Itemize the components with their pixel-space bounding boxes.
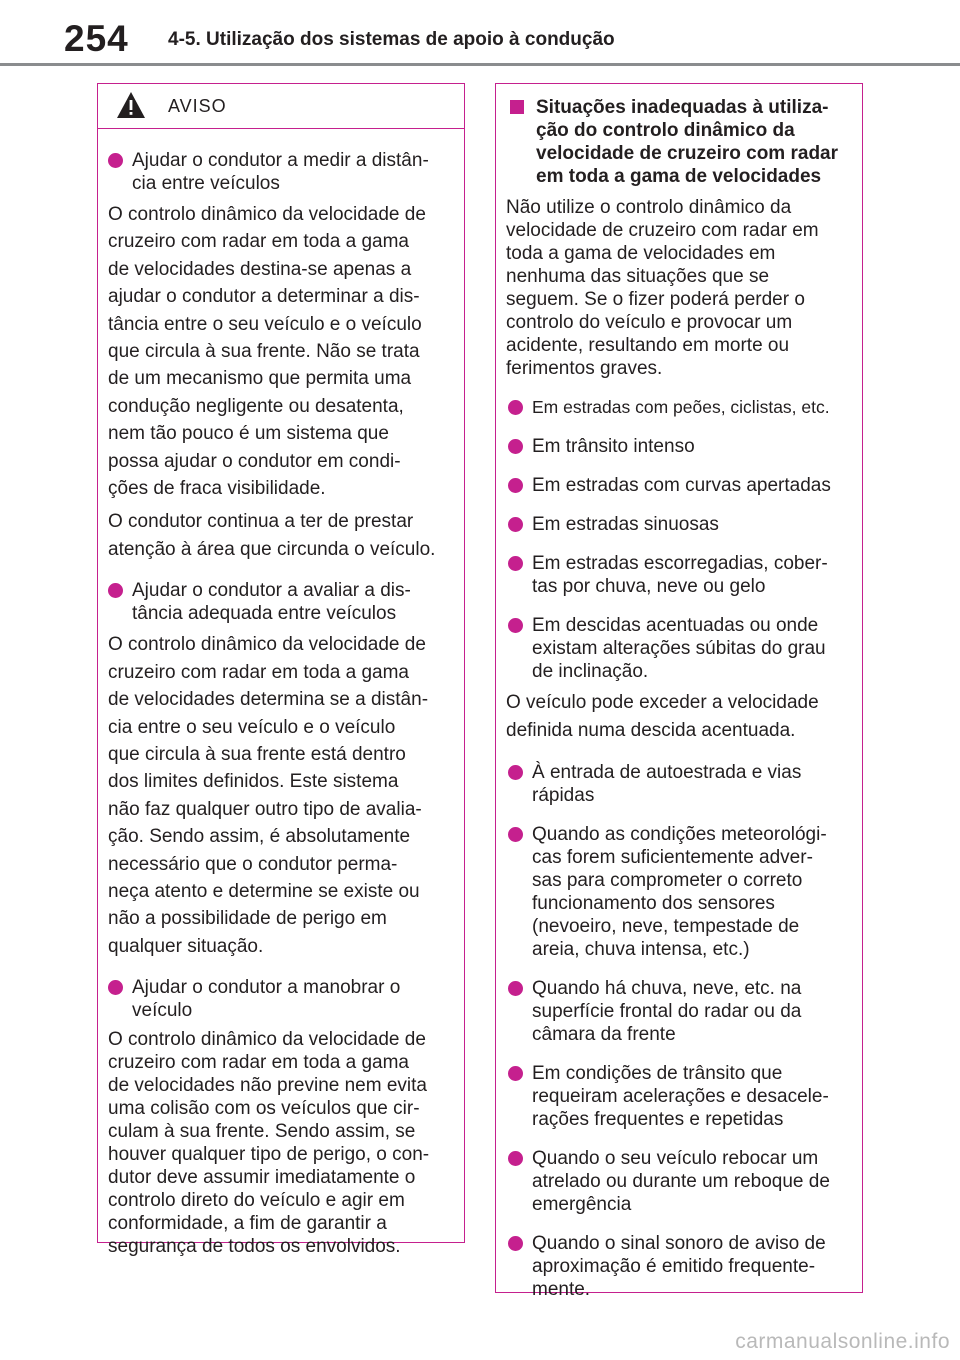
- warning-bullet-text: Ajudar o condutor a manobrar o veículo: [132, 977, 401, 1022]
- situation-item: [506, 552, 848, 598]
- situation-item-text: Quando o sinal sonoro de aviso de aproximação é emitido frequente- mente.: [532, 1233, 826, 1300]
- bullet-dot-icon: [508, 556, 523, 571]
- situation-item: [506, 435, 848, 458]
- warning-box-header: [98, 84, 464, 129]
- bullet-dot-icon: [508, 478, 523, 493]
- warning-paragraph: O condutor continua a ter de prestar atenção à área que circunda o veículo.: [108, 511, 436, 560]
- bullet-dot-icon: [108, 980, 123, 995]
- warning-paragraph: O controlo dinâmico da velocidade de cruzeiro com radar em toda a gama de velocidades não previne nem evita uma colisão com os veículos que cir- culam à sua frente. Sendo assim, se houver qualquer tipo de perigo, o con- dutor deve assumir imediatamente o controlo direto do veículo e agir em conformidade, a fim de garantir a segurança de todos os envolvidos.: [108, 1029, 430, 1258]
- warning-bullet: [108, 579, 450, 625]
- situation-item-text: Em estradas escorregadias, cober- tas por chuva, neve ou gelo: [532, 553, 828, 597]
- watermark: carmanualsonline.info: [735, 1330, 950, 1353]
- bullet-dot-icon: [508, 981, 523, 996]
- situations-note: O veículo pode exceder a velocidade definida numa descida acentuada.: [506, 692, 819, 741]
- situation-item: [506, 977, 848, 1046]
- situations-box: [495, 83, 863, 1300]
- bullet-dot-icon: [108, 583, 123, 598]
- bullet-dot-icon: [508, 765, 523, 780]
- warning-paragraph: O controlo dinâmico da velocidade de cruzeiro com radar em toda a gama de velocidades destina-se apenas a ajudar o condutor a determinar a dis- tância entre o seu veículo e o veículo que circula à sua frente. Não se trata de um mecanismo que permita uma condução negligente ou desatenta, nem tão pouco é um sistema que possa ajudar o condutor em condi- ções de fraca visibilidade.: [108, 204, 426, 500]
- situation-item: [506, 823, 848, 961]
- situation-item: [506, 396, 848, 419]
- situation-item: [506, 1062, 848, 1131]
- bullet-dot-icon: [508, 827, 523, 842]
- situation-item: [506, 513, 848, 536]
- bullet-dot-icon: [508, 1236, 523, 1251]
- warning-bullet: [108, 976, 450, 1022]
- section-square-icon: [510, 100, 524, 114]
- warning-box-content: [98, 129, 464, 1258]
- warning-paragraph: O controlo dinâmico da velocidade de cruzeiro com radar em toda a gama de velocidades determina se a distân- cia entre o seu veículo e o veículo que circula à sua frente está dentro dos limites definidos. Este sistema não faz qualquer outro tipo de avalia- ção. Sendo assim, é absolutamente necessário que o condutor perma- neça atento e determine se existe ou não a possibilidade de perigo em qualquer situação.: [108, 634, 429, 957]
- situation-item: [506, 761, 848, 807]
- situation-item-text: Quando o seu veículo rebocar um atrelado ou durante um reboque de emergência: [532, 1148, 830, 1215]
- page-number: 254: [64, 18, 129, 59]
- situation-item: [506, 614, 848, 683]
- bullet-dot-icon: [508, 618, 523, 633]
- bullet-dot-icon: [508, 1066, 523, 1081]
- warning-bullet-text: Ajudar o condutor a medir a distân- cia entre veículos: [132, 150, 429, 194]
- situation-item-text: Em trânsito intenso: [532, 436, 695, 457]
- situations-intro: Não utilize o controlo dinâmico da velocidade de cruzeiro com radar em toda a gama de velocidades em nenhuma das situações que se seguem. Se o fizer poderá perder o controlo do veículo e provocar um acidente, resultando em morte ou ferimentos graves.: [506, 197, 819, 379]
- situation-item-text: Quando as condições meteorológi- cas forem suficientemente adver- sas para comprometer o correto funcionamento dos sensores (nevoeiro, neve, tempestade de areia, chuva intensa, etc.): [532, 824, 827, 960]
- situation-item-text: Em estradas com curvas apertadas: [532, 475, 831, 496]
- situation-item: [506, 1147, 848, 1216]
- warning-box: [97, 83, 465, 1258]
- situation-item: [506, 474, 848, 497]
- situation-item: [506, 1232, 848, 1301]
- bullet-dot-icon: [508, 1151, 523, 1166]
- bullet-dot-icon: [508, 439, 523, 454]
- situations-heading-text: Situações inadequadas à utiliza- ção do controlo dinâmico da velocidade de cruzeiro com radar em toda a gama de velocidades: [536, 97, 839, 187]
- situation-item-text: À entrada de autoestrada e vias rápidas: [532, 762, 802, 806]
- situation-item-text: Em estradas sinuosas: [532, 514, 719, 535]
- bullet-dot-icon: [508, 517, 523, 532]
- situation-item-text: Em condições de trânsito que requeiram acelerações e desacele- rações frequentes e repetidas: [532, 1063, 829, 1130]
- warning-triangle-icon: [116, 90, 146, 120]
- situations-box-content: [496, 84, 862, 1301]
- warning-bullet-text: Ajudar o condutor a avaliar a dis- tância adequada entre veículos: [132, 580, 411, 625]
- situation-item-text: Em descidas acentuadas ou onde existam alterações súbitas do grau de inclinação.: [532, 615, 826, 682]
- header-rule: [0, 63, 960, 66]
- situations-heading: [506, 96, 848, 188]
- situation-item-text: Quando há chuva, neve, etc. na superfície frontal do radar ou da câmara da frente: [532, 978, 802, 1045]
- section-title: 4-5. Utilização dos sistemas de apoio à condução: [168, 29, 615, 50]
- bullet-dot-icon: [508, 400, 523, 415]
- page-header: [0, 0, 960, 70]
- warning-bullet: [108, 149, 450, 195]
- warning-title: AVISO: [168, 96, 227, 116]
- bullet-dot-icon: [108, 153, 123, 168]
- situation-item-text: Em estradas com peões, ciclistas, etc.: [532, 397, 830, 417]
